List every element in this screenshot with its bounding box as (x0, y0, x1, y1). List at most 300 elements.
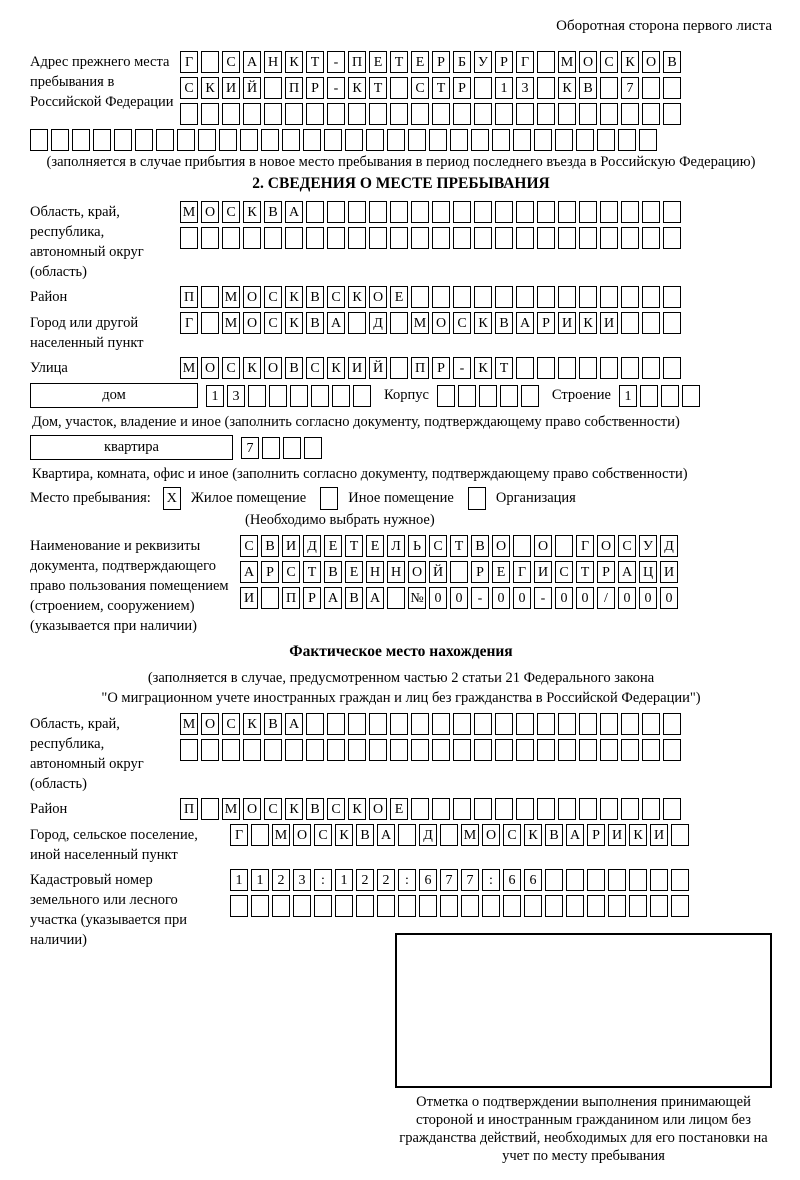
char-cell[interactable] (492, 129, 510, 151)
char-cell[interactable]: О (579, 51, 597, 73)
char-cell[interactable] (453, 713, 471, 735)
char-cell[interactable]: / (597, 587, 615, 609)
char-cell[interactable] (369, 201, 387, 223)
char-cell[interactable]: Т (369, 77, 387, 99)
char-cell[interactable]: И (660, 561, 678, 583)
char-cell[interactable] (558, 798, 576, 820)
char-cell[interactable]: О (492, 535, 510, 557)
char-cell[interactable]: 2 (377, 869, 395, 891)
char-cell[interactable] (390, 312, 408, 334)
char-cell[interactable] (432, 201, 450, 223)
char-cell[interactable] (411, 201, 429, 223)
char-cell[interactable]: Т (306, 51, 324, 73)
char-cell[interactable]: К (579, 312, 597, 334)
char-cell[interactable]: 3 (227, 385, 245, 407)
char-cell[interactable] (474, 798, 492, 820)
char-cell[interactable] (390, 201, 408, 223)
char-cell[interactable] (261, 587, 279, 609)
char-cell[interactable] (621, 357, 639, 379)
char-cell[interactable]: Е (411, 51, 429, 73)
char-cell[interactable]: С (314, 824, 332, 846)
char-cell[interactable]: О (642, 51, 660, 73)
char-cell[interactable]: С (282, 561, 300, 583)
char-cell[interactable] (156, 129, 174, 151)
char-cell[interactable] (642, 713, 660, 735)
char-cell[interactable]: Е (369, 51, 387, 73)
char-cell[interactable]: Р (453, 77, 471, 99)
char-cell[interactable]: И (222, 77, 240, 99)
char-cell[interactable]: - (327, 51, 345, 73)
char-cell[interactable]: Ь (408, 535, 426, 557)
char-cell[interactable]: - (471, 587, 489, 609)
char-cell[interactable]: О (201, 713, 219, 735)
char-cell[interactable] (495, 798, 513, 820)
char-cell[interactable]: 6 (503, 869, 521, 891)
char-cell[interactable] (411, 227, 429, 249)
char-cell[interactable] (579, 713, 597, 735)
char-cell[interactable]: К (621, 51, 639, 73)
char-cell[interactable] (440, 895, 458, 917)
char-cell[interactable]: Г (230, 824, 248, 846)
char-cell[interactable] (558, 227, 576, 249)
char-cell[interactable] (348, 201, 366, 223)
char-cell[interactable] (387, 129, 405, 151)
char-cell[interactable]: Е (390, 286, 408, 308)
char-cell[interactable] (537, 798, 555, 820)
char-cell[interactable]: С (618, 535, 636, 557)
char-cell[interactable]: К (243, 357, 261, 379)
char-cell[interactable] (537, 227, 555, 249)
char-cell[interactable]: А (240, 561, 258, 583)
char-cell[interactable] (558, 739, 576, 761)
char-cell[interactable]: 7 (461, 869, 479, 891)
char-cell[interactable] (348, 312, 366, 334)
char-cell[interactable] (390, 713, 408, 735)
char-cell[interactable]: 0 (555, 587, 573, 609)
char-cell[interactable] (479, 385, 497, 407)
char-cell[interactable] (180, 227, 198, 249)
char-cell[interactable]: С (240, 535, 258, 557)
char-cell[interactable] (682, 385, 700, 407)
char-cell[interactable] (621, 798, 639, 820)
char-cell[interactable] (453, 103, 471, 125)
char-cell[interactable]: А (285, 201, 303, 223)
char-cell[interactable] (411, 713, 429, 735)
char-cell[interactable] (516, 713, 534, 735)
char-cell[interactable]: И (240, 587, 258, 609)
char-cell[interactable] (290, 385, 308, 407)
char-cell[interactable]: С (222, 357, 240, 379)
char-cell[interactable]: С (222, 51, 240, 73)
char-cell[interactable] (639, 129, 657, 151)
char-cell[interactable] (524, 895, 542, 917)
char-cell[interactable]: И (348, 357, 366, 379)
char-cell[interactable] (495, 201, 513, 223)
char-cell[interactable]: М (180, 357, 198, 379)
char-cell[interactable] (114, 129, 132, 151)
char-cell[interactable]: О (408, 561, 426, 583)
char-cell[interactable] (369, 713, 387, 735)
char-cell[interactable] (453, 201, 471, 223)
char-cell[interactable]: О (482, 824, 500, 846)
char-cell[interactable]: Т (303, 561, 321, 583)
char-cell[interactable] (377, 895, 395, 917)
char-cell[interactable] (650, 895, 668, 917)
char-cell[interactable] (348, 739, 366, 761)
char-cell[interactable] (642, 286, 660, 308)
char-cell[interactable] (579, 103, 597, 125)
char-cell[interactable]: Т (495, 357, 513, 379)
char-cell[interactable]: Н (366, 561, 384, 583)
char-cell[interactable] (513, 535, 531, 557)
char-cell[interactable]: 7 (440, 869, 458, 891)
char-cell[interactable]: М (222, 798, 240, 820)
char-cell[interactable] (621, 201, 639, 223)
char-cell[interactable]: В (324, 561, 342, 583)
char-cell[interactable]: К (285, 312, 303, 334)
char-cell[interactable] (621, 227, 639, 249)
char-cell[interactable]: К (335, 824, 353, 846)
char-cell[interactable] (437, 385, 455, 407)
char-cell[interactable]: С (222, 713, 240, 735)
char-cell[interactable]: Т (450, 535, 468, 557)
char-cell[interactable] (408, 129, 426, 151)
char-cell[interactable]: О (201, 357, 219, 379)
char-cell[interactable] (306, 227, 324, 249)
char-cell[interactable] (642, 77, 660, 99)
char-cell[interactable]: Т (390, 51, 408, 73)
char-cell[interactable] (390, 739, 408, 761)
char-cell[interactable] (411, 739, 429, 761)
char-cell[interactable]: К (243, 713, 261, 735)
char-cell[interactable] (629, 895, 647, 917)
char-cell[interactable]: С (503, 824, 521, 846)
char-cell[interactable]: В (264, 201, 282, 223)
char-cell[interactable] (222, 739, 240, 761)
char-cell[interactable] (450, 129, 468, 151)
char-cell[interactable] (608, 895, 626, 917)
char-cell[interactable] (324, 129, 342, 151)
char-cell[interactable]: И (650, 824, 668, 846)
char-cell[interactable] (495, 286, 513, 308)
char-cell[interactable] (600, 739, 618, 761)
char-cell[interactable] (390, 357, 408, 379)
char-cell[interactable]: Т (345, 535, 363, 557)
char-cell[interactable] (327, 739, 345, 761)
char-cell[interactable]: А (566, 824, 584, 846)
char-cell[interactable] (495, 103, 513, 125)
char-cell[interactable] (661, 385, 679, 407)
char-cell[interactable]: Е (345, 561, 363, 583)
char-cell[interactable]: М (180, 713, 198, 735)
char-cell[interactable] (600, 201, 618, 223)
char-cell[interactable]: К (474, 357, 492, 379)
char-cell[interactable] (516, 227, 534, 249)
char-cell[interactable]: - (453, 357, 471, 379)
char-cell[interactable]: В (345, 587, 363, 609)
char-cell[interactable] (537, 739, 555, 761)
char-cell[interactable] (243, 103, 261, 125)
char-cell[interactable]: С (555, 561, 573, 583)
char-cell[interactable] (264, 77, 282, 99)
char-cell[interactable] (474, 713, 492, 735)
char-cell[interactable]: Е (324, 535, 342, 557)
char-cell[interactable]: О (369, 798, 387, 820)
char-cell[interactable] (650, 869, 668, 891)
char-cell[interactable]: 1 (230, 869, 248, 891)
char-cell[interactable] (327, 201, 345, 223)
char-cell[interactable] (264, 103, 282, 125)
char-cell[interactable]: А (516, 312, 534, 334)
char-cell[interactable] (516, 103, 534, 125)
stay-type-checkbox-residential[interactable]: X (163, 487, 181, 510)
char-cell[interactable]: К (285, 51, 303, 73)
char-cell[interactable]: В (356, 824, 374, 846)
char-cell[interactable]: М (222, 312, 240, 334)
char-cell[interactable]: О (432, 312, 450, 334)
char-cell[interactable] (566, 869, 584, 891)
char-cell[interactable]: 0 (492, 587, 510, 609)
char-cell[interactable] (521, 385, 539, 407)
char-cell[interactable] (513, 129, 531, 151)
char-cell[interactable]: 1 (251, 869, 269, 891)
char-cell[interactable] (411, 103, 429, 125)
char-cell[interactable] (285, 103, 303, 125)
char-cell[interactable] (516, 201, 534, 223)
char-cell[interactable] (93, 129, 111, 151)
char-cell[interactable] (264, 227, 282, 249)
char-cell[interactable] (269, 385, 287, 407)
char-cell[interactable] (537, 713, 555, 735)
char-cell[interactable]: Е (366, 535, 384, 557)
char-cell[interactable] (597, 129, 615, 151)
char-cell[interactable] (222, 227, 240, 249)
char-cell[interactable]: Р (432, 357, 450, 379)
char-cell[interactable] (474, 227, 492, 249)
char-cell[interactable] (495, 713, 513, 735)
char-cell[interactable]: П (282, 587, 300, 609)
char-cell[interactable] (537, 103, 555, 125)
char-cell[interactable]: Р (471, 561, 489, 583)
char-cell[interactable] (500, 385, 518, 407)
char-cell[interactable] (516, 286, 534, 308)
char-cell[interactable] (621, 286, 639, 308)
char-cell[interactable] (264, 739, 282, 761)
char-cell[interactable]: И (558, 312, 576, 334)
char-cell[interactable] (663, 357, 681, 379)
char-cell[interactable] (566, 895, 584, 917)
char-cell[interactable]: Д (303, 535, 321, 557)
char-cell[interactable] (432, 227, 450, 249)
char-cell[interactable] (600, 286, 618, 308)
char-cell[interactable] (516, 798, 534, 820)
char-cell[interactable]: Й (429, 561, 447, 583)
char-cell[interactable] (642, 201, 660, 223)
char-cell[interactable] (306, 103, 324, 125)
char-cell[interactable] (251, 824, 269, 846)
char-cell[interactable] (327, 713, 345, 735)
char-cell[interactable]: П (348, 51, 366, 73)
char-cell[interactable] (663, 77, 681, 99)
char-cell[interactable] (474, 77, 492, 99)
char-cell[interactable] (366, 129, 384, 151)
char-cell[interactable]: Н (387, 561, 405, 583)
char-cell[interactable]: - (534, 587, 552, 609)
char-cell[interactable] (453, 739, 471, 761)
char-cell[interactable] (285, 739, 303, 761)
char-cell[interactable]: С (306, 357, 324, 379)
char-cell[interactable] (461, 895, 479, 917)
char-cell[interactable] (198, 129, 216, 151)
char-cell[interactable]: М (558, 51, 576, 73)
char-cell[interactable] (663, 286, 681, 308)
char-cell[interactable]: С (453, 312, 471, 334)
char-cell[interactable]: Р (537, 312, 555, 334)
char-cell[interactable] (283, 437, 301, 459)
char-cell[interactable] (579, 201, 597, 223)
char-cell[interactable]: В (306, 798, 324, 820)
char-cell[interactable] (474, 201, 492, 223)
char-cell[interactable]: К (474, 312, 492, 334)
char-cell[interactable]: П (411, 357, 429, 379)
char-cell[interactable] (390, 227, 408, 249)
char-cell[interactable]: В (285, 357, 303, 379)
char-cell[interactable]: Г (576, 535, 594, 557)
char-cell[interactable] (642, 798, 660, 820)
char-cell[interactable] (369, 103, 387, 125)
char-cell[interactable] (201, 739, 219, 761)
char-cell[interactable]: Г (516, 51, 534, 73)
char-cell[interactable] (516, 357, 534, 379)
char-cell[interactable]: К (348, 286, 366, 308)
char-cell[interactable]: 0 (429, 587, 447, 609)
char-cell[interactable]: А (324, 587, 342, 609)
char-cell[interactable] (555, 129, 573, 151)
char-cell[interactable]: И (534, 561, 552, 583)
char-cell[interactable]: А (285, 713, 303, 735)
char-cell[interactable]: 3 (516, 77, 534, 99)
char-cell[interactable] (629, 869, 647, 891)
char-cell[interactable] (671, 895, 689, 917)
char-cell[interactable]: С (327, 286, 345, 308)
char-cell[interactable] (450, 561, 468, 583)
char-cell[interactable]: Р (597, 561, 615, 583)
char-cell[interactable] (453, 798, 471, 820)
char-cell[interactable]: Т (432, 77, 450, 99)
char-cell[interactable]: : (482, 869, 500, 891)
char-cell[interactable] (671, 869, 689, 891)
char-cell[interactable]: Е (390, 798, 408, 820)
char-cell[interactable] (327, 227, 345, 249)
char-cell[interactable]: С (429, 535, 447, 557)
char-cell[interactable] (545, 869, 563, 891)
char-cell[interactable]: 7 (621, 77, 639, 99)
char-cell[interactable]: М (272, 824, 290, 846)
char-cell[interactable] (495, 739, 513, 761)
char-cell[interactable]: О (243, 286, 261, 308)
char-cell[interactable] (537, 77, 555, 99)
char-cell[interactable] (369, 227, 387, 249)
char-cell[interactable] (600, 798, 618, 820)
char-cell[interactable] (663, 798, 681, 820)
char-cell[interactable] (201, 103, 219, 125)
char-cell[interactable] (335, 895, 353, 917)
char-cell[interactable]: 0 (639, 587, 657, 609)
char-cell[interactable] (30, 129, 48, 151)
char-cell[interactable] (600, 103, 618, 125)
char-cell[interactable] (663, 103, 681, 125)
char-cell[interactable] (398, 895, 416, 917)
char-cell[interactable] (537, 201, 555, 223)
char-cell[interactable]: С (222, 201, 240, 223)
char-cell[interactable] (230, 895, 248, 917)
char-cell[interactable]: В (306, 312, 324, 334)
char-cell[interactable]: К (285, 798, 303, 820)
char-cell[interactable] (293, 895, 311, 917)
char-cell[interactable]: К (243, 201, 261, 223)
char-cell[interactable]: В (495, 312, 513, 334)
char-cell[interactable]: П (180, 798, 198, 820)
char-cell[interactable]: 3 (293, 869, 311, 891)
char-cell[interactable]: 1 (495, 77, 513, 99)
char-cell[interactable] (311, 385, 329, 407)
char-cell[interactable] (579, 798, 597, 820)
char-cell[interactable]: 0 (513, 587, 531, 609)
char-cell[interactable] (306, 739, 324, 761)
char-cell[interactable]: А (377, 824, 395, 846)
char-cell[interactable]: О (243, 798, 261, 820)
char-cell[interactable] (642, 103, 660, 125)
char-cell[interactable] (306, 713, 324, 735)
char-cell[interactable] (432, 739, 450, 761)
char-cell[interactable] (135, 129, 153, 151)
char-cell[interactable] (474, 286, 492, 308)
char-cell[interactable] (411, 798, 429, 820)
char-cell[interactable]: Р (495, 51, 513, 73)
char-cell[interactable] (432, 286, 450, 308)
char-cell[interactable] (345, 129, 363, 151)
char-cell[interactable]: И (600, 312, 618, 334)
char-cell[interactable] (353, 385, 371, 407)
char-cell[interactable] (579, 286, 597, 308)
char-cell[interactable] (201, 312, 219, 334)
char-cell[interactable] (579, 739, 597, 761)
char-cell[interactable] (474, 739, 492, 761)
char-cell[interactable]: С (411, 77, 429, 99)
char-cell[interactable]: 7 (241, 437, 259, 459)
char-cell[interactable]: Т (576, 561, 594, 583)
char-cell[interactable] (440, 824, 458, 846)
char-cell[interactable] (201, 798, 219, 820)
char-cell[interactable]: И (608, 824, 626, 846)
char-cell[interactable]: К (524, 824, 542, 846)
char-cell[interactable] (663, 201, 681, 223)
char-cell[interactable] (537, 51, 555, 73)
char-cell[interactable] (618, 129, 636, 151)
char-cell[interactable] (180, 103, 198, 125)
char-cell[interactable]: 0 (450, 587, 468, 609)
char-cell[interactable]: А (618, 561, 636, 583)
char-cell[interactable] (348, 103, 366, 125)
char-cell[interactable] (608, 869, 626, 891)
char-cell[interactable] (285, 227, 303, 249)
char-cell[interactable]: № (408, 587, 426, 609)
char-cell[interactable]: О (597, 535, 615, 557)
char-cell[interactable] (537, 286, 555, 308)
char-cell[interactable] (251, 895, 269, 917)
char-cell[interactable]: Р (261, 561, 279, 583)
char-cell[interactable]: 1 (206, 385, 224, 407)
